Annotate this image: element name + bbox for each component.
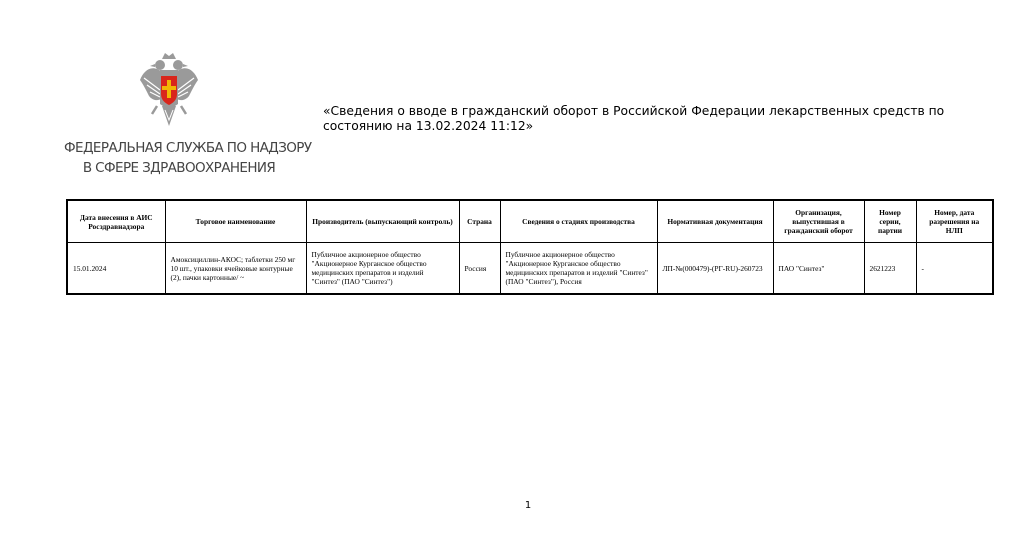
document-title: «Сведения о вводе в гражданский оборот в Российской Федерации лекарственных средств по состоянию на 13.02.2024 11:12» [323, 104, 945, 133]
table-header-row [67, 200, 993, 243]
page-number: 1 [524, 500, 532, 511]
cell-production-stages: Публичное акционерное общество "Акционерное Курганское общество медицинских препаратов и изделий "Синтез" (ПАО "Синтез"), Россия [500, 243, 657, 295]
col-header-normative-doc: Нормативная документация [657, 200, 773, 243]
col-header-country: Страна [459, 200, 500, 243]
cell-permit: - [916, 243, 993, 295]
cell-ais-date: 15.01.2024 [67, 243, 165, 295]
organization-name-line2: В СФЕРЕ ЗДРАВООХРАНЕНИЯ [82, 160, 276, 176]
cell-normative-doc: ЛП-№(000479)-(РГ-RU)-260723 [657, 243, 773, 295]
organization-name [64, 138, 312, 178]
col-header-production-stages: Сведения о стадиях производства [500, 200, 657, 243]
col-header-batch-number: Номер серии, партии [864, 200, 916, 243]
col-header-releasing-org: Организация, выпустившая в гражданский оборот [773, 200, 864, 243]
cell-country: Россия [459, 243, 500, 295]
cell-manufacturer: Публичное акционерное общество "Акционерное Курганское общество медицинских препаратов и изделий "Синтез" (ПАО "Синтез") [306, 243, 459, 295]
cell-trade-name: Амоксициллин-АКОС; таблетки 250 мг 10 шт., упаковки ячейковые контурные (2), пачки картонные/ ~ [165, 243, 306, 295]
medicines-register-table [66, 199, 994, 295]
organization-name-line1: ФЕДЕРАЛЬНАЯ СЛУЖБА ПО НАДЗОРУ [64, 140, 312, 156]
col-header-ais-date: Дата внесения в АИС Росздравнадзора [67, 200, 165, 243]
table-row [67, 243, 993, 295]
col-header-trade-name: Торговое наименование [165, 200, 306, 243]
col-header-manufacturer: Производитель (выпускающий контроль) [306, 200, 459, 243]
cell-batch-number: 2621223 [864, 243, 916, 295]
double-headed-eagle-emblem-icon [138, 50, 200, 132]
cell-releasing-org: ПАО "Синтез" [773, 243, 864, 295]
col-header-permit: Номер, дата разрешения на НЛП [916, 200, 993, 243]
